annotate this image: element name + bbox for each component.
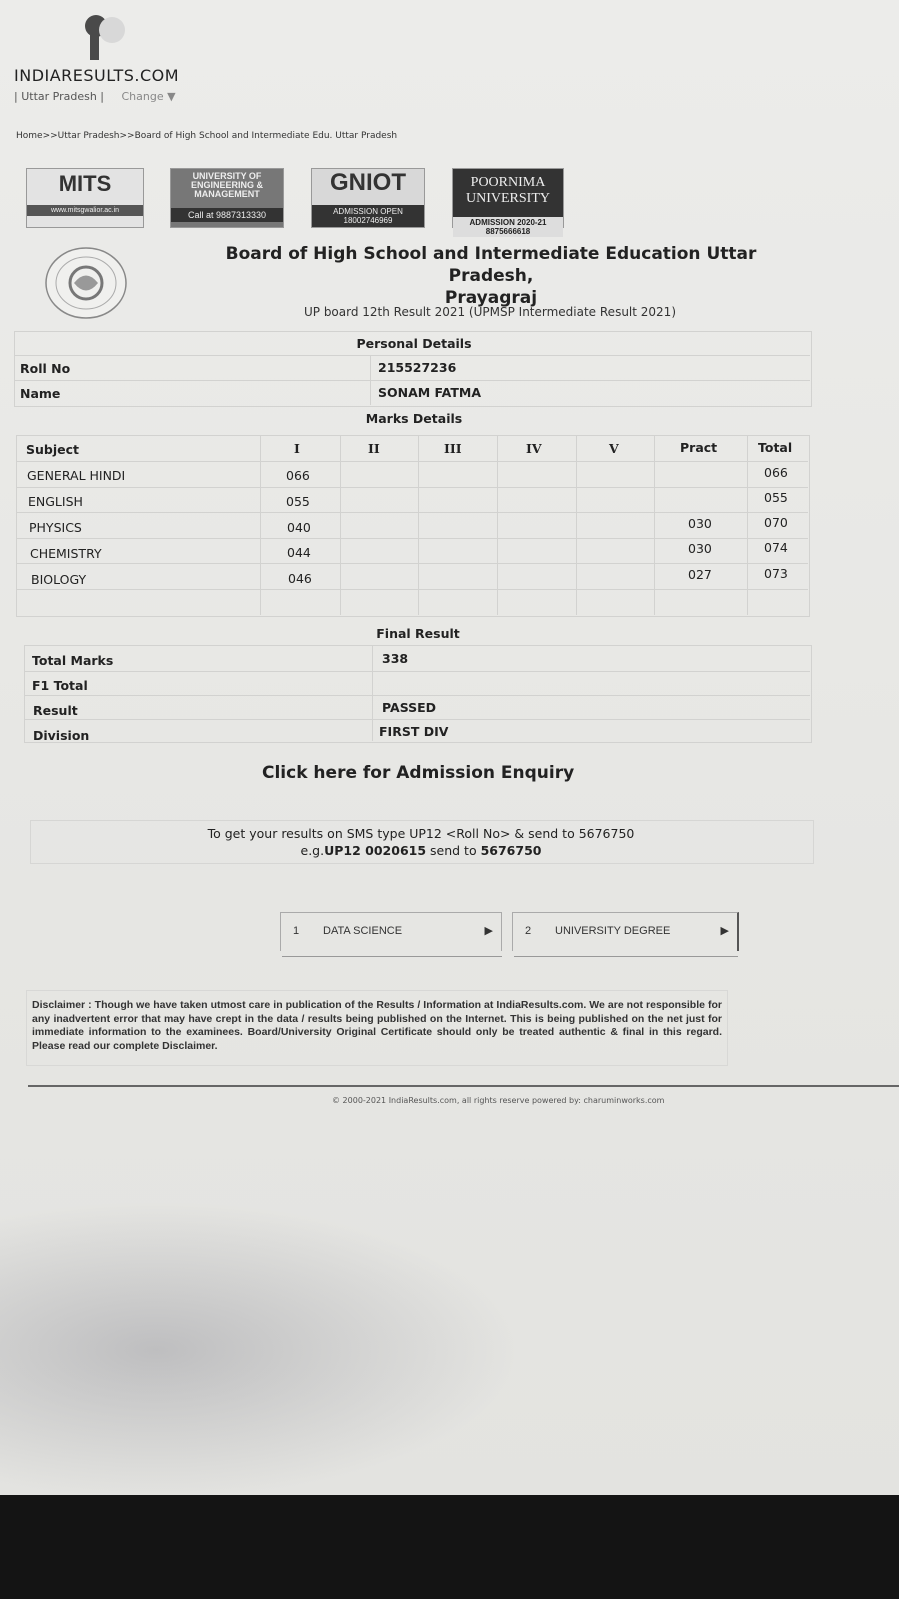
col-header-pract: Pract [680, 440, 718, 455]
mark-i: 046 [288, 571, 312, 586]
roll-no-value: 215527236 [378, 360, 457, 375]
result-subtitle: UP board 12th Result 2021 (UPMSP Intermediate Result 2021) [303, 305, 676, 319]
total-marks-value: 338 [382, 651, 409, 666]
indiaresults-logo-icon [78, 12, 118, 62]
copyright-text: © 2000-2021 IndiaResults.com, all rights reserve powered by: charuminworks.com [332, 1096, 665, 1105]
footer-divider [28, 1085, 899, 1087]
breadcrumb[interactable]: Home>>Uttar Pradesh>>Board of High School and Intermediate Edu. Uttar Pradesh [16, 131, 398, 141]
mark-pract: 030 [688, 541, 712, 556]
f1-total-label: F1 Total [32, 678, 88, 693]
sms-instruction: To get your results on SMS type UP12 <Roll No> & send to 5676750 [207, 826, 635, 841]
marks-details-heading: Marks Details [365, 411, 463, 426]
ad-link-university-degree[interactable]: 2 UNIVERSITY DEGREE ▶ [512, 912, 739, 951]
col-header-iv: IV [526, 441, 542, 456]
mark-total: 055 [764, 490, 788, 505]
play-arrow-icon: ▶ [484, 925, 493, 937]
ad-poornima-title: POORNIMA UNIVERSITY [466, 175, 550, 206]
change-state-link[interactable]: Change ▼ [121, 90, 176, 103]
col-header-iii: III [444, 441, 462, 456]
ad-banner-mits[interactable] [26, 168, 144, 228]
mark-i: 066 [286, 468, 310, 483]
ad-mits-url: www.mitsgwalior.ac.in [27, 205, 143, 216]
division-label: Division [33, 728, 90, 743]
mark-total: 070 [764, 515, 788, 530]
mark-i: 055 [286, 494, 310, 509]
admission-enquiry-link[interactable]: Click here for Admission Enquiry [262, 763, 575, 783]
ad-uem-phone: Call at 9887313330 [171, 208, 283, 222]
state-selector [14, 90, 176, 103]
col-header-total: Total [758, 440, 793, 455]
mark-total: 073 [764, 566, 788, 581]
page-shadow [0, 1200, 520, 1500]
col-header-subject: Subject [26, 442, 79, 457]
ad-banner-gniot[interactable] [311, 168, 425, 228]
mark-pract: 030 [688, 516, 712, 531]
mark-i: 044 [287, 545, 311, 560]
ad-banner-uem[interactable] [170, 168, 284, 228]
ad-link-data-science[interactable]: 1 DATA SCIENCE ▶ [280, 912, 502, 951]
board-title: Board of High School and Intermediate Education Uttar Pradesh, Prayagraj [225, 244, 757, 308]
subject-name: PHYSICS [29, 520, 82, 535]
division-value: FIRST DIV [379, 724, 449, 739]
mark-total: 074 [764, 540, 788, 555]
final-result-heading: Final Result [376, 626, 460, 641]
ad-banner-poornima[interactable] [452, 168, 564, 236]
mark-pract: 027 [688, 567, 712, 582]
total-marks-label: Total Marks [32, 653, 114, 668]
mark-i: 040 [287, 520, 311, 535]
personal-details-heading: Personal Details [356, 336, 472, 351]
ad-uem-title: UNIVERSITY OF ENGINEERING & MANAGEMENT [190, 171, 263, 199]
col-header-ii: II [368, 441, 380, 456]
mark-total: 066 [764, 465, 788, 480]
ad-gniot-title: GNIOT [330, 169, 406, 196]
roll-no-label: Roll No [20, 361, 71, 376]
disclaimer-text: Disclaimer : Though we have taken utmost care in publication of the Results / Information at IndiaResults.com. We are not responsible for any inadvertent error that may have crept in the data / results being published on the Internet. This is being published on the net just for immediate information to the examinees. Board/University Original Certificate should only be treated authentic & final in this regard. Please read our complete Disclaimer. [32, 999, 722, 1052]
subject-name: GENERAL HINDI [27, 468, 126, 483]
result-label: Result [33, 703, 78, 718]
dark-background-edge [0, 1495, 899, 1599]
result-value: PASSED [382, 700, 437, 715]
play-arrow-icon: ▶ [720, 925, 729, 937]
sms-example: e.g.UP12 0020615 send to 5676750 [300, 843, 542, 858]
subject-name: BIOLOGY [31, 572, 87, 587]
col-header-v: V [609, 441, 619, 456]
name-label: Name [20, 386, 61, 401]
state-name: | Uttar Pradesh | [14, 90, 104, 103]
subject-name: CHEMISTRY [30, 546, 102, 561]
name-value: SONAM FATMA [378, 385, 482, 400]
col-header-i: I [294, 441, 300, 456]
subject-name: ENGLISH [28, 494, 83, 509]
site-logo-text[interactable]: INDIARESULTS.COM [14, 66, 180, 85]
up-board-seal-icon [44, 246, 128, 320]
ad-poornima-line: ADMISSION 2020-21 8875666618 [453, 217, 563, 237]
ad-gniot-line: ADMISSION OPEN 18002746969 [312, 205, 424, 227]
ad-mits-title: MITS [58, 171, 112, 196]
